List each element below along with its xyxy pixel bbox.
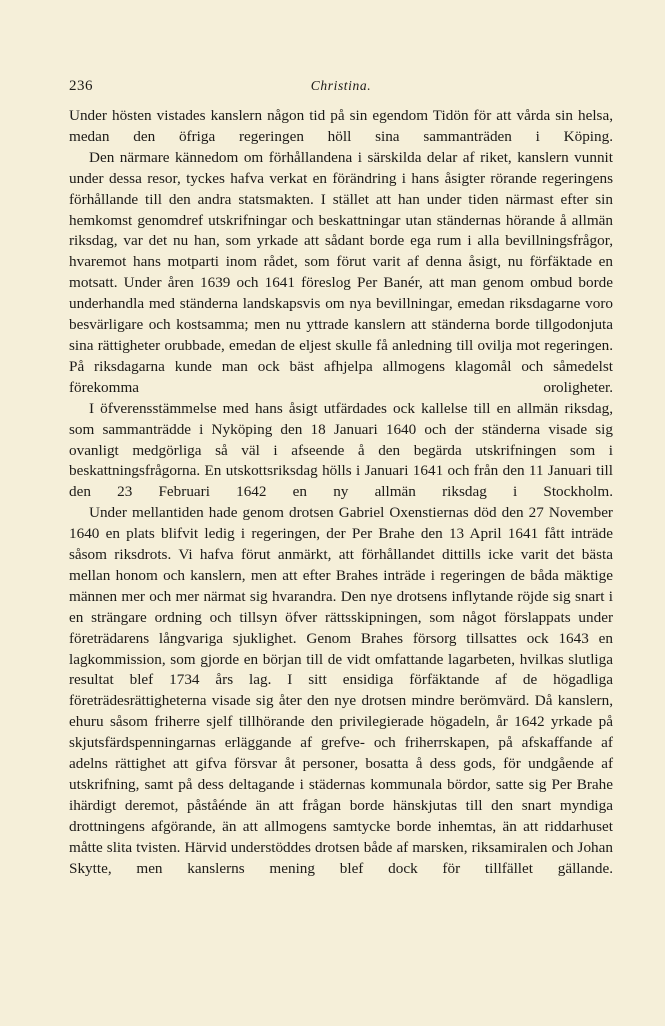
- page-header: [69, 78, 613, 100]
- paragraph: Den närmare kännedom om förhållandena i särskilda delar af riket, kanslern vunnit under dessa resor, tyckes hafva verkat en förändring i hans åsigter rörande regeringens förhållande till den andra statsmakten. I stället att han under tiden närmast efter sin hemkomst genomdref utskrifningar och beskattningar utan ständernas hörande å allmän riksdag, var det nu han, som yrkade att sådant borde ega rum i alla bevillningsfrågor, hvaremot hans motparti inom rådet, som förut varit af denna åsigt, nu förfäktade en motsatt. Under åren 1639 och 1641 föreslog Per Banér, att man genom ombud borde underhandla med ständerna landskapsvis om nya bevillningar, emedan riksdagarne voro besvärligare och kostsamma; men nu yttrade kanslern att ständerna borde tillgodonjuta sina rättigheter orubbade, emedan de eljest skulle få anledning till ovilja mot regeringen. På riksdagarna kunde man ock bäst afhjelpa allmogens klagomål och såmedelst förekomma oroligheter.: [69, 148, 613, 396]
- paragraph: Under hösten vistades kanslern någon tid på sin egendom Tidön för att vårda sin helsa, medan den öfriga regeringen höll sina sammanträden i Köping.: [69, 107, 613, 145]
- running-title: Christina.: [310, 78, 372, 93]
- paragraph: Under mellantiden hade genom drotsen Gabriel Oxenstiernas död den 27 November 1640 en plats blifvit ledig i regeringen, der Per Brahe den 13 April 1641 fått inträde såsom riksdrots. Vi hafva förut anmärkt, att förhållandet dittills icke varit det bästa mellan honom och kanslern, men att efter Brahes inträde i regeringen de båda mäktige männen mer och mer närmat sig hvarandra. Den nye drotsens inflytande röjde sig snart i en strängare ordning och tillsyn öfver rättsskipningen, som något förslappats under företrädarens långvariga sjuklighet. Genom Brahes försorg tillsattes ock 1643 en lagkommission, som gjorde en början till de vidt omfattande lagarbeten, hvilkas slutliga resultat blef 1734 års lag. I sitt ensidiga förfäktande af de högadliga företrädesrättigheterna visade sig åter den nye drotsen mindre berömvärd. Då kanslern, ehuru såsom friherre sjelf tillhörande den privilegierade högadeln, år 1642 yrkade på skjutsfärdspenningarnas erläggande af grefve- och friherrskapen, på afskaffande af adelns rättighet att gifva försvar åt personer, bosatta å dess gods, för undgående af utskrifning, samt på dess deltagande i städernas kommunala bördor, satte sig Per Brahe ihärdigt deremot, påståénde än att frågan borde hänskjutas till den snart myndiga drottningens afgörande, än att allmogens samtycke borde inhemtas, än att riddarhuset måtte slita tvisten. Härvid understöddes drotsen både af marsken, riksamiralen och Johan Skytte, men kanslerns mening blef dock för tillfället gällande.: [69, 504, 613, 877]
- page-number: 236: [69, 78, 93, 94]
- body-text: [69, 106, 613, 880]
- paragraph: I öfverensstämmelse med hans åsigt utfärdades ock kallelse till en allmän riksdag, som sammanträdde i Nyköping den 18 Januari 1640 och der ständerna visade sig ovanligt medgörliga så väl i afseende å den begärda utskrifningen som i beskattningsfrågorna. En utskottsriksdag hölls i Januari 1641 och från den 11 Januari till den 23 Februari 1642 en ny allmän riksdag i Stockholm.: [69, 399, 613, 501]
